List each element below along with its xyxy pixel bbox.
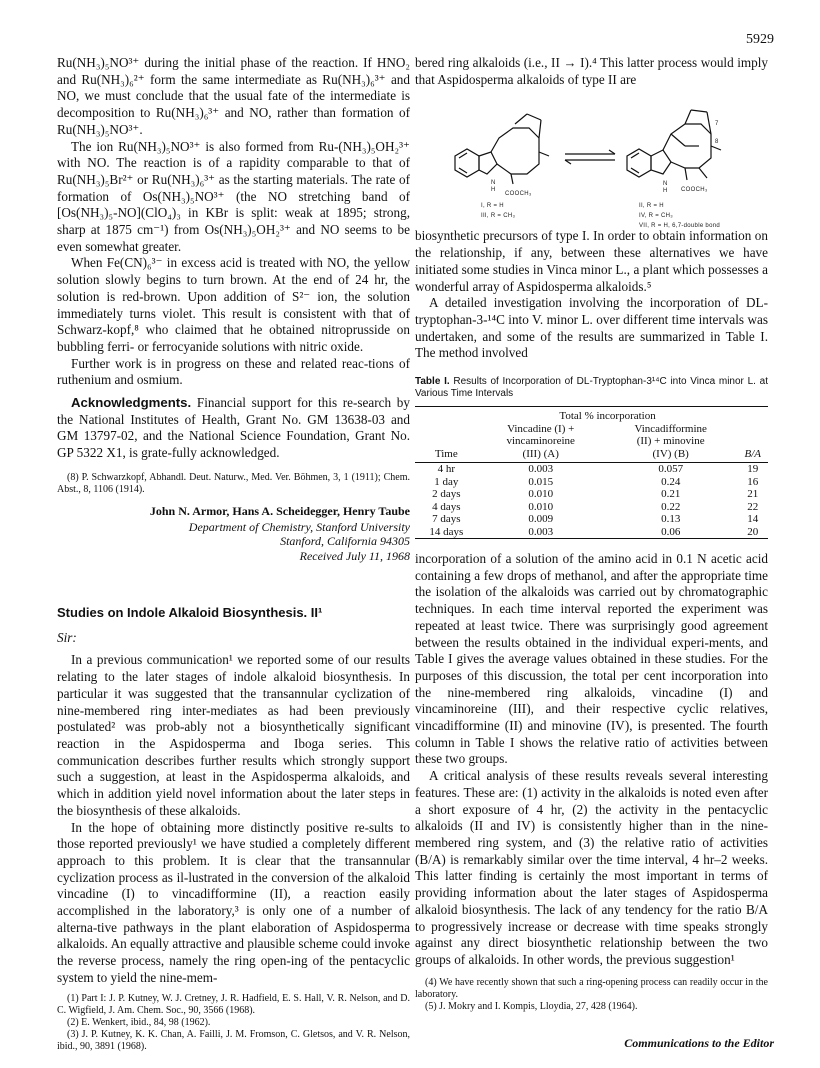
- acknowledgments-title: Acknowledgments.: [71, 395, 192, 411]
- table-cell-ratio: 19: [747, 463, 759, 476]
- table-cell-a: 0.009: [528, 513, 554, 526]
- table-cell-ratio: 14: [747, 513, 759, 526]
- paragraph: biosynthetic precursors of type I. In order to obtain information on the relationship, if any, between these alternatives we have initiated some studies in Vinca minor L., a plant which possesses a wonderful array of Aspidosperma alkaloids.⁵: [415, 228, 768, 294]
- substituent-label: COOCH₃: [681, 187, 708, 194]
- acknowledgments-body: Financial support for this re-search by the National Institutes of Health, Grant No. GM 13638-03 and GM 13797-02, and the National Science Foundation, Grant No. GP 5322 X1, is grate-fully acknowledged.: [57, 395, 410, 461]
- column-header-time: Time: [434, 447, 458, 460]
- table-cell-time: 4 days: [432, 500, 461, 513]
- authors: John N. Armor, Hans A. Scheidegger, Henry Taube: [149, 503, 410, 518]
- column-header: (III) (A): [522, 447, 559, 460]
- table-cell-time: 7 days: [432, 513, 461, 526]
- compound-label: VII, R = H, 6,7-double bond: [639, 223, 720, 230]
- group-header: Total % incorporation: [559, 410, 656, 423]
- table-cell-b: 0.24: [661, 475, 681, 488]
- table-row: [415, 476, 768, 489]
- column-header: vincaminoreine: [506, 435, 575, 448]
- table-cell-a: 0.010: [528, 488, 554, 501]
- atom-label: N: [663, 181, 668, 188]
- compound-label: III, R = CH₃: [481, 213, 516, 220]
- compound-label: IV, R = CH₃: [639, 213, 674, 220]
- table-cell-b: 0.21: [661, 488, 681, 501]
- table-label: Table I.: [415, 376, 450, 388]
- table-cell-a: 0.003: [528, 463, 554, 476]
- position-label: 7: [715, 121, 719, 128]
- table-cell-a: 0.010: [528, 500, 554, 513]
- acknowledgments: [57, 395, 410, 462]
- footnote: (5) J. Mokry and I. Kompis, Lloydia, 27, 428 (1964).: [425, 1000, 638, 1012]
- paragraph: incorporation of a solution of the amino acid in 0.1 N acetic acid containing a few drops of methanol, and after the appropriate time the isolation of the alkaloids was carried out by chromatographic techniques. In each time interval reported the experiment was repeated at least twice. There was surprisingly good agreement between the results obtained in the individual experi-ments, and Table I gives the average values obtained in these studies. For the purposes of this discussion, the total per cent incorporation into the nine-membered ring alkaloids, vincadine (I) and vincaminoreine (III), and their respective cyclic relatives, vincadifformine (II) and minovine (IV), is presented. The fourth column in Table I shows the relative ratio of activities between these two groups.: [415, 551, 768, 767]
- atom-label: N: [491, 180, 496, 187]
- signature-block: [57, 503, 410, 563]
- column-header: Vincadine (I) +: [507, 422, 575, 435]
- paragraph: When Fe(CN)₆³⁻ in excess acid is treated with NO, the yellow solution slowly begins to turn brown. At the end of 24 hr, the solution is red-brown. Upon addition of S²⁻ ion, the solution immediately turns violet. This result is consistent with that of Schwarz-kopf,⁸ who claimed that he obtained nitroprusside on bubbling ferri- or ferrocyanide solutions with nitric oxide.: [57, 255, 410, 354]
- reaction-scheme-drawing: [415, 94, 768, 224]
- paragraph: Ru(NH₃)₅NO³⁺ during the initial phase of the reaction. If HNO₂ and Ru(NH₃)₆²⁺ form the same intermediate as Ru(NH₃)₆³⁺ and NO, we must conclude that the usual fate of the intermediate is decomposition to Ru(NH₃)₆³⁺ and NO, rather than formation of Ru(NH₃)₅NO³⁺.: [57, 55, 410, 137]
- table-cell-time: 14 days: [429, 525, 464, 538]
- paragraph: The ion Ru(NH₃)₅NO³⁺ is also formed from Ru-(NH₃)₅OH₂³⁺ with NO. The reaction is of a rapidity comparable to that of Ru(NH₃)₅Br²⁺ or Ru(NH₃)₆³⁺ as the starting materials. The rate of formation of Os(NH₃)₅NO³⁺ (the NO stretching band of [Os(NH₃)₅-NO](ClO₄)₃ in KBr is split: weak at 1895; strong, sharp at 1875 cm⁻¹) from Os(NH₃)₅OH₂³⁺ and NO seems to be even somewhat greater.: [57, 138, 410, 254]
- received-date: Received July 11, 1968: [299, 548, 410, 563]
- salutation: Sir:: [57, 629, 77, 645]
- table-row: [415, 526, 768, 539]
- column-header: (IV) (B): [652, 447, 689, 460]
- table-cell-b: 0.22: [661, 500, 681, 513]
- paragraph: In a previous communication¹ we reported some of our results relating to the later stages of indole alkaloid biosynthesis. In particular it was suggested that the transannular cyclization of nine-membered ring inter-mediates as had been previously postulated² was prob-ably not a biosynthetically significant reaction in the Aspidosperma and Iboga series. This communication describes further results which strongly support such a suggestion, at least in the Aspidosperma alkaloids, and which in addition yield novel information about the later steps in the biosynthesis of these alkaloids.: [57, 652, 410, 818]
- footnote: (4) We have recently shown that such a ring-opening process can readily occur in the laboratory.: [415, 976, 768, 1000]
- paragraph: A critical analysis of these results reveals several interesting features. These are: (1) activity in the alkaloids is noted even after a short exposure of 4 hr, (2) the activity in the pentacyclic alkaloids (II and IV) is consistently higher than in the nine-membered ring system, and (3) the relative ratio of activities (B/A) is remarkably similar over the time interval, 4 hr–2 weeks. This latter finding is certainly the most important in terms of providing information about the later stages of Aspidosperma alkaloid biosynthesis. The lack of any tendency for the ratio B/A to progressively increase or decrease with time speaks strongly against any direct biosynthetic relationship between the two groups of alkaloids. In other words, the previous suggestion¹: [415, 768, 768, 967]
- table-row: [415, 488, 768, 501]
- atom-label: H: [663, 188, 668, 195]
- table-row: [415, 501, 768, 514]
- footnote: (2) E. Wenkert, ibid., 84, 98 (1962).: [67, 1016, 211, 1028]
- table-cell-ratio: 21: [747, 488, 759, 501]
- column-header-ratio: B/A: [744, 447, 762, 460]
- paragraph: Further work is in progress on these and related reac-tions of ruthenium and osmium.: [57, 355, 410, 388]
- results-table: [415, 406, 768, 539]
- table-caption: [415, 376, 768, 400]
- affiliation-address: Stanford, California 94305: [280, 534, 410, 549]
- paragraph: In the hope of obtaining more distinctly positive re-sults to those reported previously¹ we have studied a completely different approach to this problem. It is clear that the transannular cyclization process as il-lustrated in the conversion of the alkaloid vincadine (I) to vincadifformine (II), a reaction easily accomplished in the laboratory,³ is only one of a number of alterna-tive pathways in the plant elaboration of Aspidosperma alkaloids. An equally attractive and plausible scheme could invoke the reverse process, namely the ring open-ing of the pentacyclic system to yield the nine-mem-: [57, 819, 410, 985]
- affiliation: Department of Chemistry, Stanford University: [188, 519, 410, 534]
- table-cell-time: 2 days: [432, 488, 461, 501]
- footnote: (1) Part I: J. P. Kutney, W. J. Cretney, J. R. Hadfield, E. S. Hall, V. R. Nelson, and D. C. Wigfield, J. Am. Chem. Soc., 90, 3566 (1968).: [57, 992, 410, 1016]
- table-cell-a: 0.015: [528, 475, 554, 488]
- compound-label: II, R = H: [639, 203, 664, 210]
- table-row: [415, 463, 768, 476]
- footnote: (3) J. P. Kutney, K. K. Chan, A. Failli, J. M. Fromson, C. Gletsos, and V. R. Nelson, ibid., 90, 3891 (1968).: [57, 1028, 410, 1052]
- table-row: [415, 513, 768, 526]
- table-caption-text: Results of Incorporation of DL-Tryptophan-3¹⁴C into Vinca minor L. at Various Time Intervals: [415, 376, 768, 400]
- table-cell-ratio: 22: [747, 500, 759, 513]
- paragraph: A detailed investigation involving the incorporation of DL-tryptophan-3-¹⁴C into V. minor L. over different time intervals was undertaken, and some of the results are summarized in Table I. The method involved: [415, 295, 768, 361]
- right-column: [415, 55, 768, 1013]
- compound-label: I, R = H: [481, 203, 504, 210]
- table-cell-b: 0.057: [658, 463, 684, 476]
- position-label: 8: [715, 139, 719, 146]
- footnote: (8) P. Schwarzkopf, Abhandl. Deut. Naturw., Med. Ver. Böhmen, 3, 1 (1911); Chem. Abst., 8, 1106 (1914).: [57, 471, 410, 495]
- table-cell-a: 0.003: [528, 525, 554, 538]
- table-cell-time: 1 day: [434, 475, 459, 488]
- paragraph: bered ring alkaloids (i.e., II → I).⁴ This latter process would imply that Aspidosperma alkaloids of type II are: [415, 55, 768, 87]
- column-header: (II) + minovine: [636, 435, 705, 448]
- column-header: Vincadifformine: [634, 422, 707, 435]
- table-cell-b: 0.06: [661, 525, 681, 538]
- page-number: 5929: [746, 32, 774, 47]
- table-cell-ratio: 16: [747, 475, 759, 488]
- table-cell-time: 4 hr: [437, 463, 455, 476]
- structure-figure: [415, 94, 768, 230]
- left-column: [57, 55, 410, 1053]
- article-heading: Studies on Indole Alkaloid Biosynthesis. II¹: [57, 605, 323, 621]
- atom-label: H: [491, 187, 496, 194]
- table-cell-b: 0.13: [661, 513, 681, 526]
- substituent-label: COOCH₃: [505, 191, 532, 198]
- table-cell-ratio: 20: [747, 525, 759, 538]
- journal-section-footer: Communications to the Editor: [624, 1036, 774, 1050]
